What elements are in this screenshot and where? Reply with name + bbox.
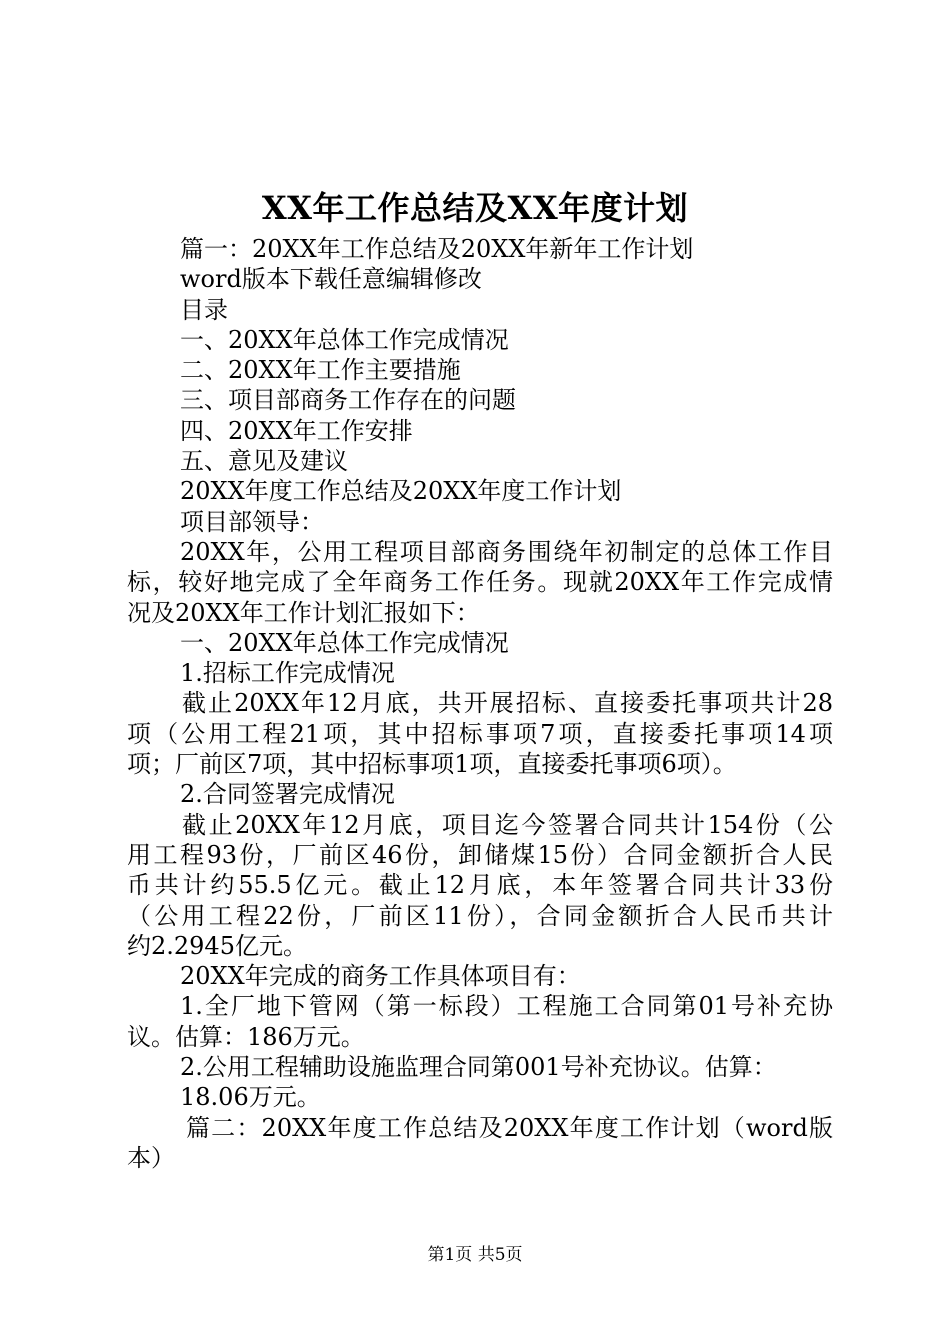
paragraph-line: 标，较好地完成了全年商务工作任务。现就20XX年工作完成情 bbox=[127, 568, 833, 597]
page-footer: 第1页 共5页 bbox=[427, 1245, 523, 1265]
subsection-heading: 2.合同签署完成情况 bbox=[180, 780, 395, 809]
paragraph-line: 议。估算：186万元。 bbox=[127, 1022, 365, 1051]
toc-item: 二、20XX年工作主要措施 bbox=[180, 356, 461, 385]
paragraph-line: 1.全厂地下管网（第一标段）工程施工合同第01号补充协 bbox=[180, 992, 833, 1021]
toc-item: 三、项目部商务工作存在的问题 bbox=[180, 386, 516, 415]
section-heading: 一、20XX年总体工作完成情况 bbox=[180, 628, 509, 657]
paragraph-line: 截止20XX年12月底，项目迄今签署合同共计154份（公 bbox=[182, 810, 833, 839]
toc-item: 一、20XX年总体工作完成情况 bbox=[180, 325, 509, 354]
paragraph-line: 币共计约55.5亿元。截止12月底，本年签署合同共计33份 bbox=[127, 871, 833, 900]
paragraph-line: 目录 bbox=[180, 295, 228, 324]
paragraph-line: 项；厂前区7项，其中招标事项1项，直接委托事项6项）。 bbox=[127, 750, 737, 779]
paragraph-line: 项（公用工程21项，其中招标事项7项，直接委托事项14项 bbox=[127, 719, 833, 748]
paragraph-line: 本） bbox=[127, 1143, 175, 1172]
section-heading: 20XX年度工作总结及20XX年度工作计划 bbox=[180, 477, 622, 506]
toc-item: 四、20XX年工作安排 bbox=[180, 416, 413, 445]
paragraph-line: 2.公用工程辅助设施监理合同第001号补充协议。估算： bbox=[180, 1053, 777, 1082]
paragraph-line: 篇一：20XX年工作总结及20XX年新年工作计划 bbox=[180, 235, 694, 263]
paragraph-line: （公用工程22份，厂前区11份），合同金额折合人民币共计 bbox=[127, 901, 833, 930]
toc-item: 五、意见及建议 bbox=[180, 447, 348, 476]
paragraph-line: word版本下载任意编辑修改 bbox=[180, 265, 482, 294]
document-title: XX年工作总结及XX年度计划 bbox=[261, 189, 689, 227]
paragraph-line: 约2.2945亿元。 bbox=[127, 931, 307, 960]
paragraph-line: 截止20XX年12月底，共开展招标、直接委托事项共计28 bbox=[182, 689, 833, 718]
paragraph-line: 用工程93份，厂前区46份，卸储煤15份）合同金额折合人民 bbox=[127, 840, 833, 869]
salutation: 项目部领导： bbox=[180, 507, 324, 536]
subsection-heading: 1.招标工作完成情况 bbox=[180, 659, 395, 688]
document-body bbox=[127, 234, 833, 1173]
paragraph-line: 20XX年，公用工程项目部商务围绕年初制定的总体工作目 bbox=[180, 537, 833, 566]
paragraph-line: 篇二：20XX年度工作总结及20XX年度工作计划（word版 bbox=[186, 1113, 833, 1142]
paragraph-line: 况及20XX年工作计划汇报如下： bbox=[127, 598, 480, 627]
paragraph-line: 20XX年完成的商务工作具体项目有： bbox=[180, 962, 581, 991]
paragraph-line: 18.06万元。 bbox=[180, 1083, 321, 1112]
